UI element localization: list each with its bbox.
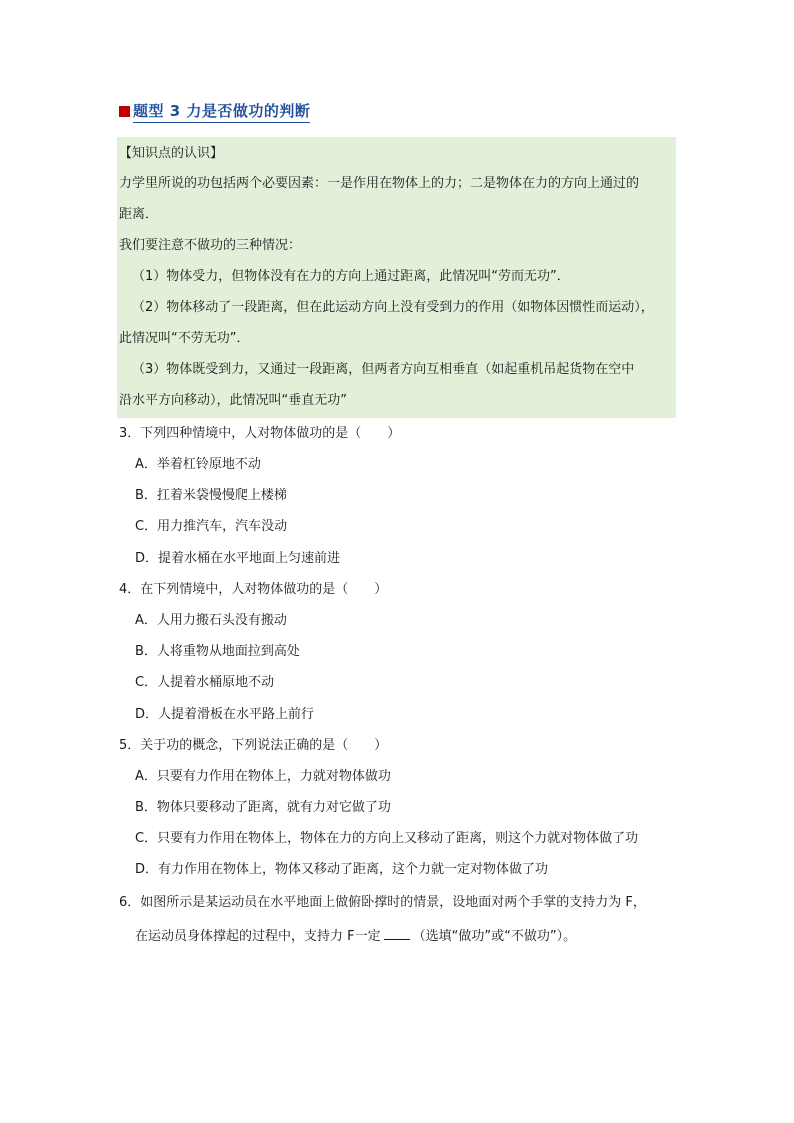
- question-5-option-c: C．只要有力作用在物体上，物体在力的方向上又移动了距离，则这个力就对物体做了功: [135, 831, 639, 846]
- knowledge-case-2b: 此情况叫“不劳无功”．: [119, 331, 250, 346]
- knowledge-case-3b: 沿水平方向移动），此情况叫“垂直无功”: [119, 393, 347, 408]
- knowledge-case-1: （1）物体受力，但物体没有在力的方向上通过距离，此情况叫“劳而无功”．: [132, 269, 570, 284]
- knowledge-case-3a: （3）物体既受到力，又通过一段距离，但两者方向互相垂直（如起重机吊起货物在空中: [132, 362, 635, 377]
- question-4-option-c: C．人提着水桶原地不动: [135, 675, 275, 690]
- question-5-option-b: B．物体只要移动了距离，就有力对它做了功: [135, 800, 391, 815]
- question-4-option-d: D．人提着滑板在水平路上前行: [135, 707, 315, 722]
- knowledge-case-2a: （2）物体移动了一段距离，但在此运动方向上没有受到力的作用（如物体因惯性而运动），: [132, 300, 654, 315]
- question-3-option-b: B．扛着米袋慢慢爬上楼梯: [135, 488, 287, 503]
- question-6-line-2: [135, 927, 576, 945]
- red-square-icon: [119, 106, 130, 117]
- question-3-stem: 3．下列四种情境中，人对物体做功的是（ ）: [119, 426, 401, 441]
- question-3-option-c: C．用力推汽车，汽车没动: [135, 519, 288, 534]
- section-title: 题型 3 力是否做功的判断: [133, 100, 310, 123]
- knowledge-box: [117, 137, 676, 418]
- knowledge-line-1: 力学里所说的功包括两个必要因素：一是作用在物体上的力；二是物体在力的方向上通过的: [119, 176, 640, 191]
- question-6-text-before-blank: 在运动员身体撑起的过程中，支持力 F一定: [135, 929, 381, 944]
- answer-blank[interactable]: [384, 927, 410, 940]
- question-4-stem: 4．在下列情境中，人对物体做功的是（ ）: [119, 582, 388, 597]
- section-heading: [119, 101, 310, 121]
- question-6-text-after-blank: （选填“做功”或“不做功”）。: [412, 929, 577, 944]
- question-4-option-b: B．人将重物从地面拉到高处: [135, 644, 300, 659]
- question-5-option-d: D．有力作用在物体上，物体又移动了距离，这个力就一定对物体做了功: [135, 862, 549, 877]
- question-4-option-a: A．人用力搬石头没有搬动: [135, 613, 287, 628]
- knowledge-line-3: 我们要注意不做功的三种情况：: [119, 238, 302, 253]
- knowledge-header: 【知识点的认识】: [119, 146, 224, 161]
- question-5-option-a: A．只要有力作用在物体上，力就对物体做功: [135, 769, 391, 784]
- question-3-option-a: A．举着杠铃原地不动: [135, 457, 261, 472]
- knowledge-line-2: 距离．: [119, 207, 159, 222]
- question-3-option-d: D．提着水桶在水平地面上匀速前进: [135, 551, 341, 566]
- question-6-stem: 6．如图所示是某运动员在水平地面上做俯卧撑时的情景，设地面对两个手掌的支持力为 F，: [119, 895, 646, 910]
- question-5-stem: 5．关于功的概念，下列说法正确的是（ ）: [119, 738, 388, 753]
